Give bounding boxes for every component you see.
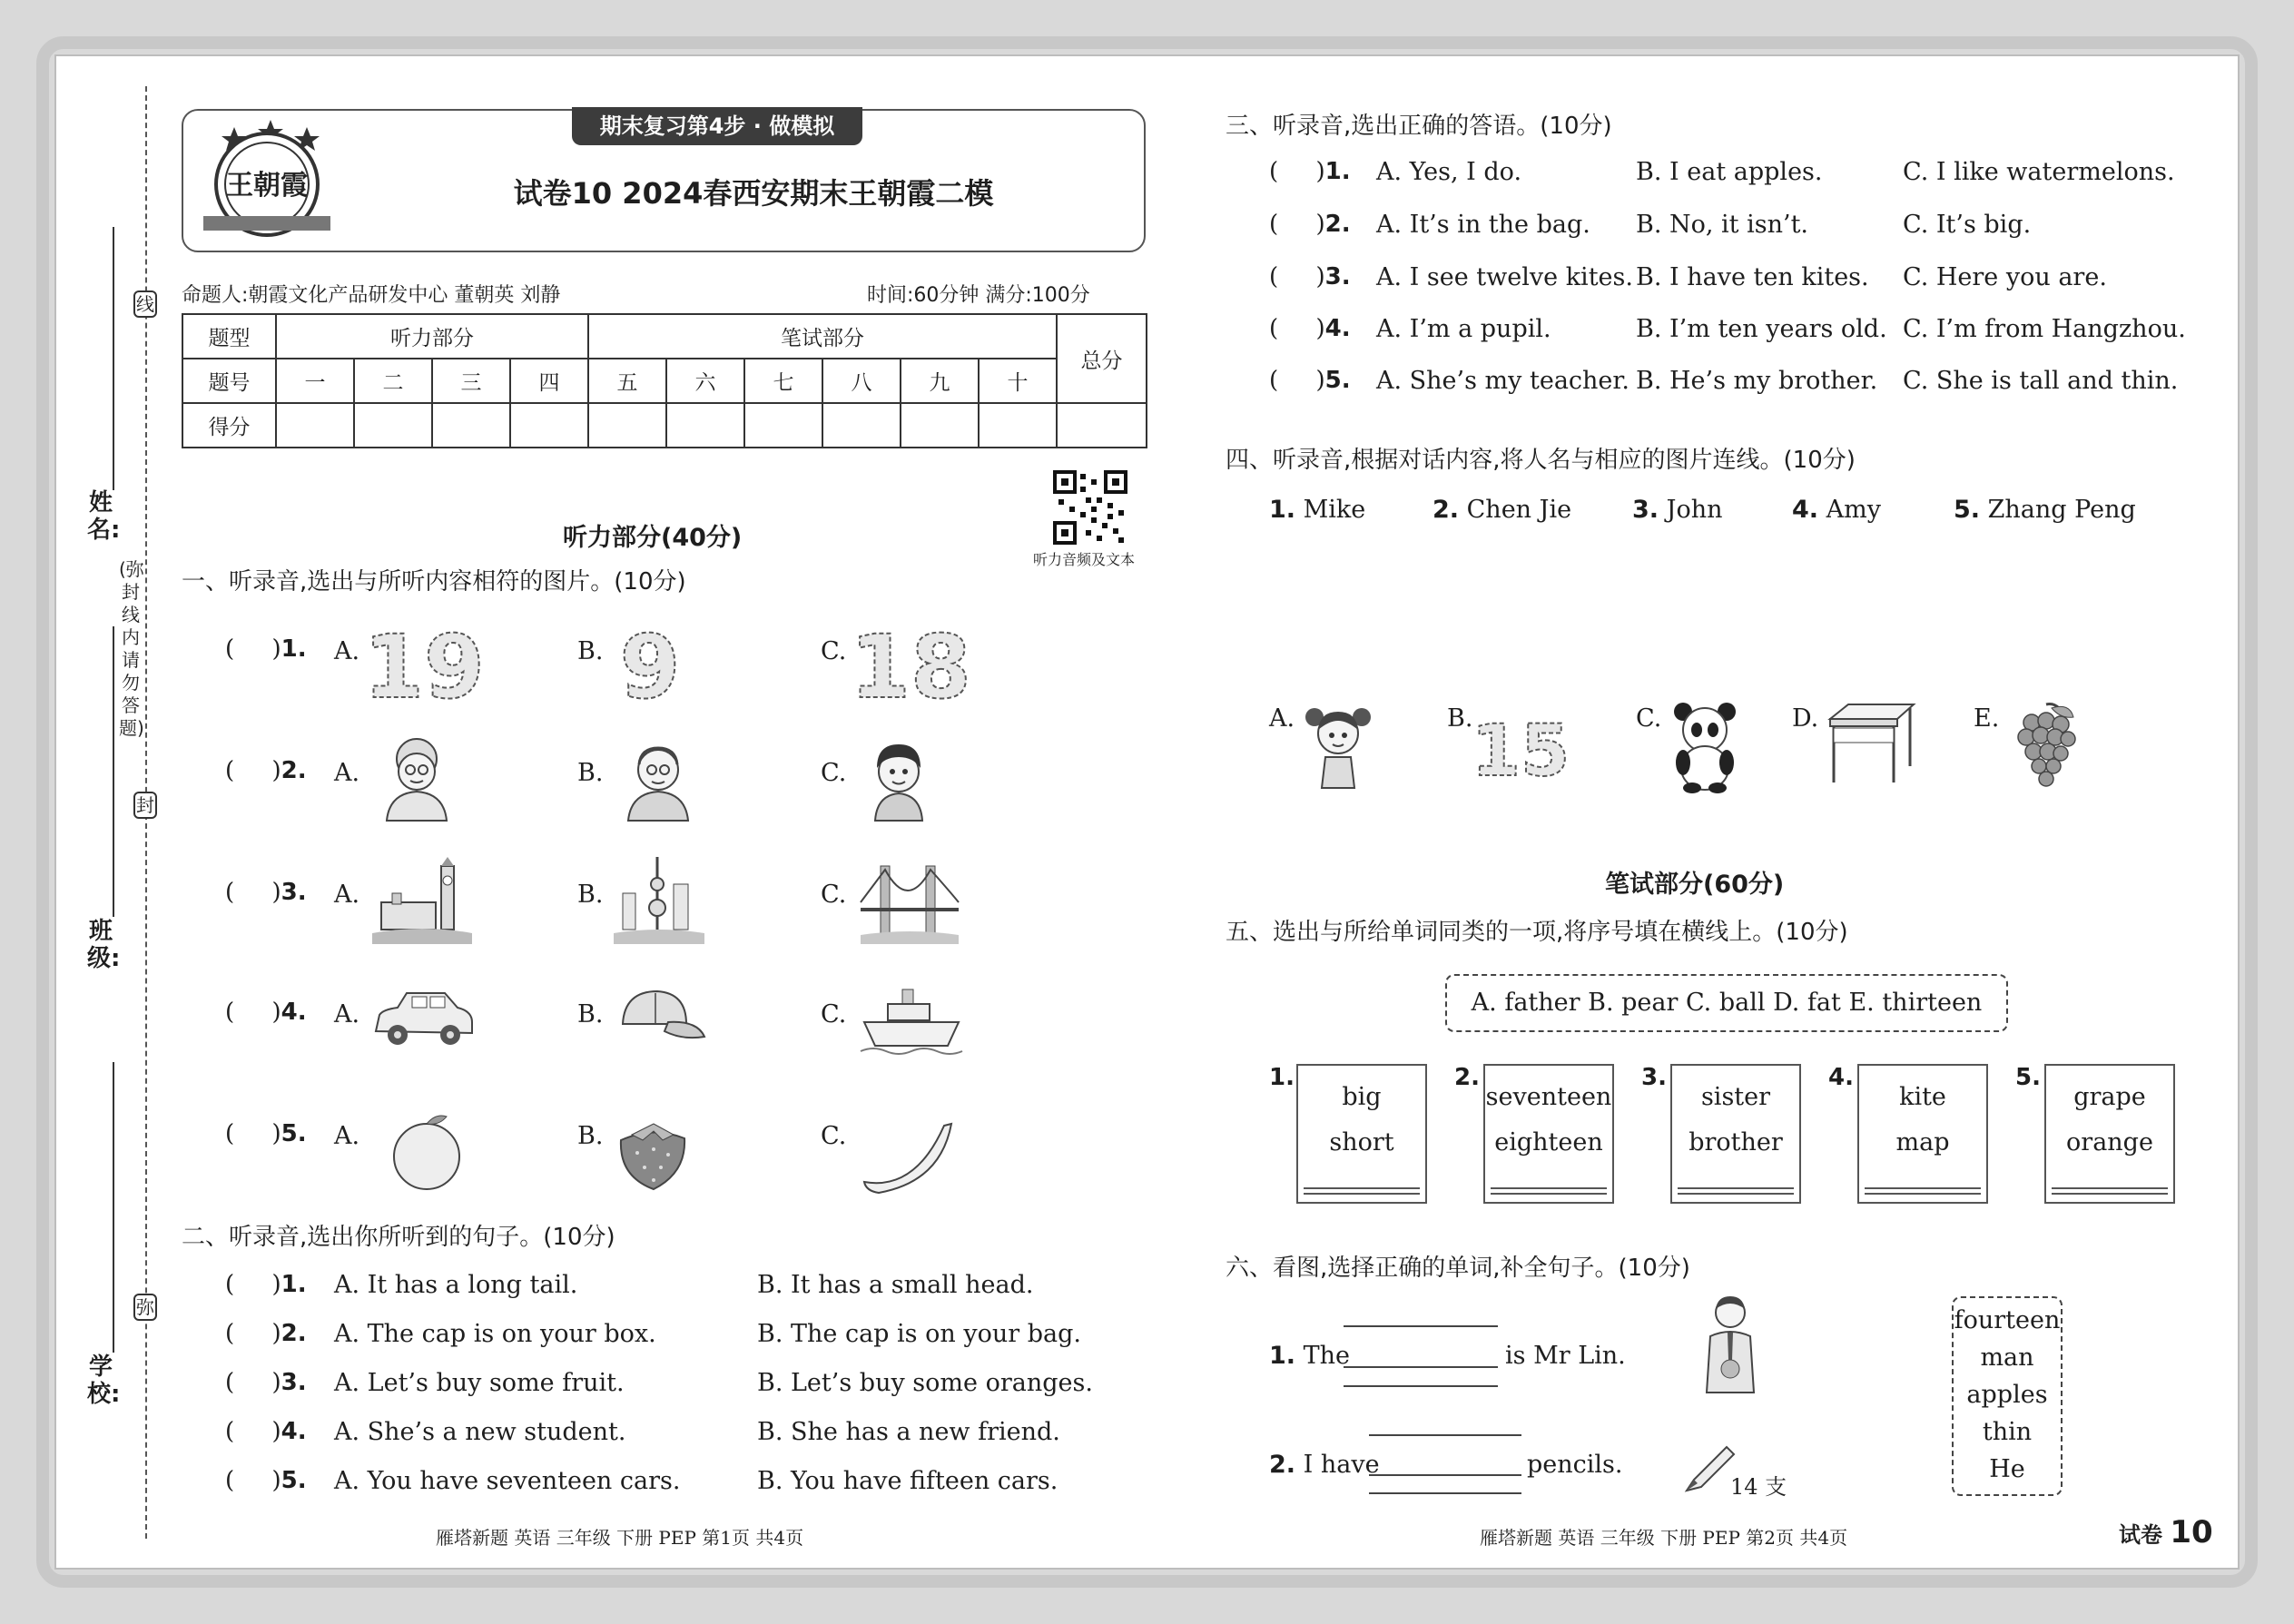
option-a: A. (334, 1122, 360, 1150)
pencil-picture[interactable] (1681, 1442, 1738, 1496)
option-b: B. (577, 1122, 604, 1150)
pic-label: D. (1792, 704, 1819, 733)
sentence-a: A. The cap is on your box. (334, 1320, 656, 1348)
q1-sentence: 1. The (1269, 1342, 1351, 1370)
word-choice[interactable]: He (1989, 1455, 2025, 1483)
card-word: eighteen (1494, 1128, 1603, 1156)
score-row2-label: 题号 (182, 359, 276, 403)
word-card[interactable] (1857, 1064, 1988, 1204)
strawberry-picture[interactable] (614, 1117, 692, 1193)
option-c: C. (821, 759, 847, 787)
option-c: C. (821, 637, 847, 665)
answer-paren[interactable]: ( )4. (225, 999, 307, 1026)
cap-picture[interactable] (614, 988, 708, 1053)
mr-lin-picture[interactable] (1698, 1293, 1763, 1398)
word-choice-box (1952, 1296, 2063, 1496)
score-number: 四 (510, 359, 588, 403)
person-name[interactable]: 1. Mike (1269, 496, 1366, 524)
card-word: map (1895, 1128, 1950, 1156)
card-answer-line[interactable] (1678, 1187, 1794, 1195)
score-row1-label: 题型 (182, 314, 276, 359)
answer-paren[interactable]: ( )1. (1269, 158, 1351, 185)
score-cell[interactable] (354, 403, 432, 448)
listening-title: 听力部分(40分) (563, 524, 743, 552)
answer-a: A. I see twelve kites. (1376, 263, 1633, 291)
answer-paren[interactable]: ( )1. (225, 635, 307, 663)
score-cell[interactable] (979, 403, 1057, 448)
answer-c: C. She is tall and thin. (1903, 367, 2179, 395)
london-picture[interactable] (372, 857, 472, 944)
sentence-a: A. It has a long tail. (334, 1271, 578, 1299)
qr-caption: 听力音频及文本 (1033, 551, 1136, 568)
grandma-picture[interactable] (376, 732, 458, 822)
card-number: 1. (1269, 1064, 1295, 1091)
score-cell[interactable] (901, 403, 979, 448)
word-card[interactable] (1670, 1064, 1801, 1204)
answer-paren[interactable]: ( )3. (225, 879, 307, 906)
orange-picture[interactable] (389, 1109, 465, 1193)
q2-blank-top (1369, 1434, 1521, 1436)
pic-label: C. (1636, 704, 1662, 733)
answer-b: B. I’m ten years old. (1636, 315, 1887, 343)
score-cell[interactable] (432, 403, 510, 448)
answer-paren[interactable]: ( )4. (1269, 315, 1351, 342)
answer-paren[interactable]: ( )4. (225, 1418, 307, 1445)
paper-tag: 试卷 10 (2119, 1514, 2213, 1550)
score-table (182, 313, 1147, 448)
desk-picture[interactable] (1825, 699, 1919, 786)
answer-b: B. He’s my brother. (1636, 367, 1878, 395)
card-number: 4. (1828, 1064, 1854, 1091)
grandpa-picture[interactable] (617, 732, 699, 822)
answer-paren[interactable]: ( )3. (225, 1369, 307, 1396)
score-number: 十 (979, 359, 1057, 403)
word-choice[interactable]: fourteen (1954, 1306, 2061, 1334)
card-word: orange (2066, 1128, 2153, 1156)
option-b: B. (577, 637, 604, 665)
qr-code-icon[interactable] (1053, 470, 1127, 545)
person-name[interactable]: 4. Amy (1792, 496, 1881, 524)
section2-title: 二、听录音,选出你所听到的句子。(10分) (182, 1224, 615, 1251)
answer-paren[interactable]: ( )5. (225, 1467, 307, 1494)
footer-right: 雁塔新题 英语 三年级 下册 PEP 第2页 共4页 (1480, 1527, 1848, 1549)
option-b: B. (577, 1000, 604, 1029)
answer-c: C. It’s big. (1903, 211, 2032, 239)
word-card[interactable] (1296, 1064, 1427, 1204)
word-card[interactable] (2044, 1064, 2175, 1204)
score-number: 二 (354, 359, 432, 403)
card-word: sister (1700, 1083, 1771, 1111)
q2-sentence: 2. I have (1269, 1451, 1380, 1479)
word-choice[interactable]: apples (1966, 1381, 2048, 1409)
number-19-picture[interactable] (363, 616, 485, 718)
exam-title: 试卷10 2024春西安期末王朝霞二模 (513, 176, 994, 211)
section3-title: 三、听录音,选出正确的答语。(10分) (1226, 113, 1612, 140)
option-c: C. (821, 1000, 847, 1029)
class-line (113, 626, 114, 917)
word-choice[interactable]: thin (1982, 1418, 2033, 1446)
answer-a: A. It’s in the bag. (1376, 211, 1590, 239)
svg-text:19: 19 (363, 616, 485, 718)
time-score: 时间:60分钟 满分:100分 (867, 284, 1090, 307)
sentence-a: A. You have seventeen cars. (334, 1467, 681, 1495)
step-tab: 期末复习第4步 · 做模拟 (572, 107, 862, 145)
score-row3-label: 得分 (182, 403, 276, 448)
score-number: 九 (901, 359, 979, 403)
option-b: B. (577, 881, 604, 909)
pic-label: B. (1447, 704, 1473, 733)
number-9-picture[interactable] (614, 616, 686, 718)
answer-paren[interactable]: ( )2. (225, 757, 307, 784)
word-choice[interactable]: man (1980, 1343, 2034, 1372)
section6-title: 六、看图,选择正确的单词,补全句子。(10分) (1226, 1255, 1690, 1282)
authors: 命题人:朝霞文化产品研发中心 董朝英 刘静 (182, 284, 561, 307)
answer-b: B. No, it isn’t. (1636, 211, 1809, 239)
answer-b: B. I have ten kites. (1636, 263, 1869, 291)
option-a: A. (334, 1000, 360, 1029)
number-18-picture[interactable] (850, 616, 971, 718)
school-label: 学校: (87, 1353, 121, 1408)
option-a: A. (334, 759, 360, 787)
answer-paren[interactable]: ( )5. (225, 1120, 307, 1147)
sentence-b: B. You have fifteen cars. (757, 1467, 1058, 1495)
score-cell[interactable] (510, 403, 588, 448)
class-label: 班级: (87, 918, 121, 972)
seal-mark-seal: 封 (133, 792, 157, 819)
q1-answer-blank[interactable] (1344, 1366, 1498, 1368)
score-cell[interactable] (1057, 403, 1147, 448)
score-number: 七 (744, 359, 822, 403)
option-a: A. (334, 881, 360, 909)
score-listening: 听力部分 (276, 314, 588, 359)
name-line (113, 227, 114, 490)
option-c: C. (821, 881, 847, 909)
card-number: 5. (2015, 1064, 2041, 1091)
card-word: brother (1689, 1128, 1783, 1156)
option-c: C. (821, 1122, 847, 1150)
svg-text:9: 9 (619, 616, 681, 718)
answer-b: B. I eat apples. (1636, 158, 1823, 186)
score-number: 五 (588, 359, 666, 403)
option-b: B. (577, 759, 604, 787)
q1-blank-bottom (1344, 1385, 1498, 1387)
answer-c: C. I like watermelons. (1903, 158, 2175, 186)
score-cell[interactable] (822, 403, 901, 448)
person-name[interactable]: 5. Zhang Peng (1954, 496, 2136, 524)
q2-sentence-end: pencils. (1527, 1451, 1623, 1479)
section1-title: 一、听录音,选出与所听内容相符的图片。(10分) (182, 568, 686, 595)
q2-answer-blank[interactable] (1369, 1474, 1521, 1476)
q1-sentence-end: is Mr Lin. (1505, 1342, 1626, 1370)
sentence-b: B. The cap is on your bag. (757, 1320, 1081, 1348)
answer-paren[interactable]: ( )3. (1269, 263, 1351, 290)
section4-title: 四、听录音,根据对话内容,将人名与相应的图片连线。(10分) (1226, 447, 1856, 474)
boat-picture[interactable] (861, 986, 962, 1058)
sentence-a: A. She’s a new student. (334, 1418, 626, 1446)
score-number: 八 (822, 359, 901, 403)
q1-blank-top (1344, 1325, 1498, 1327)
answer-paren[interactable]: ( )5. (1269, 367, 1351, 394)
number-15-picture[interactable] (1471, 704, 1570, 792)
sentence-b: B. She has a new friend. (757, 1418, 1060, 1446)
person-name[interactable]: 3. John (1632, 496, 1723, 524)
score-number: 六 (666, 359, 744, 403)
card-word: seventeen (1485, 1083, 1612, 1111)
answer-c: C. Here you are. (1903, 263, 2107, 291)
writing-title: 笔试部分(60分) (1605, 871, 1785, 899)
q2-blank-bottom (1369, 1492, 1521, 1494)
answer-paren[interactable]: ( )2. (1269, 211, 1351, 238)
word-card[interactable] (1483, 1064, 1614, 1204)
school-line (113, 1062, 114, 1353)
logo-text: 王朝霞 (226, 170, 308, 202)
answer-a: A. Yes, I do. (1376, 158, 1522, 186)
sentence-b: B. Let’s buy some oranges. (757, 1369, 1093, 1397)
score-cell[interactable] (744, 403, 822, 448)
score-cell[interactable] (276, 403, 354, 448)
shanghai-picture[interactable] (614, 857, 704, 944)
card-word: short (1329, 1128, 1394, 1156)
svg-text:18: 18 (850, 616, 971, 718)
card-word: grape (2073, 1083, 2146, 1111)
seal-mark-line: 线 (133, 290, 157, 318)
answer-c: C. I’m from Hangzhou. (1903, 315, 2186, 343)
sentence-a: A. Let’s buy some fruit. (334, 1369, 625, 1397)
footer-left: 雁塔新题 英语 三年级 下册 PEP 第1页 共4页 (436, 1527, 804, 1549)
score-number: 一 (276, 359, 354, 403)
card-word: kite (1899, 1083, 1946, 1111)
girl-picture[interactable] (1302, 699, 1374, 790)
card-number: 2. (1454, 1064, 1480, 1091)
score-total: 总分 (1057, 314, 1147, 403)
card-answer-line[interactable] (1491, 1187, 1607, 1195)
pic-label: E. (1974, 704, 2000, 733)
card-answer-line[interactable] (1304, 1187, 1420, 1195)
card-answer-line[interactable] (2052, 1187, 2168, 1195)
svg-text:15: 15 (1471, 711, 1570, 792)
score-cell[interactable] (588, 403, 666, 448)
banana-picture[interactable] (861, 1118, 955, 1195)
card-word: big (1342, 1083, 1382, 1111)
answer-a: A. She’s my teacher. (1376, 367, 1629, 395)
name-label: 姓名: (87, 489, 121, 544)
seal-mark-mi: 弥 (133, 1294, 157, 1321)
sentence-b: B. It has a small head. (757, 1271, 1034, 1299)
score-writing: 笔试部分 (588, 314, 1057, 359)
car-picture[interactable] (370, 986, 478, 1051)
san-francisco-picture[interactable] (861, 857, 959, 944)
panda-picture[interactable] (1669, 699, 1741, 793)
answer-a: A. I’m a pupil. (1376, 315, 1551, 343)
person-name[interactable]: 2. Chen Jie (1433, 496, 1572, 524)
card-number: 3. (1641, 1064, 1667, 1091)
pencil-caption: 14 支 (1730, 1474, 1787, 1500)
pic-label: A. (1269, 704, 1295, 733)
answer-paren[interactable]: ( )2. (225, 1320, 307, 1347)
boy-picture[interactable] (862, 732, 935, 822)
answer-paren[interactable]: ( )1. (225, 1271, 307, 1298)
option-a: A. (334, 637, 360, 665)
section5-title: 五、选出与所给单词同类的一项,将序号填在横线上。(10分) (1226, 919, 1848, 946)
card-answer-line[interactable] (1865, 1187, 1981, 1195)
brand-logo (194, 116, 340, 243)
word-options-box: A. father B. pear C. ball D. fat E. thirteen (1445, 974, 2008, 1032)
grape-picture[interactable] (2010, 701, 2082, 792)
binding-note: (弥封线内请勿答题) (119, 558, 144, 739)
score-number: 三 (432, 359, 510, 403)
score-cell[interactable] (666, 403, 744, 448)
